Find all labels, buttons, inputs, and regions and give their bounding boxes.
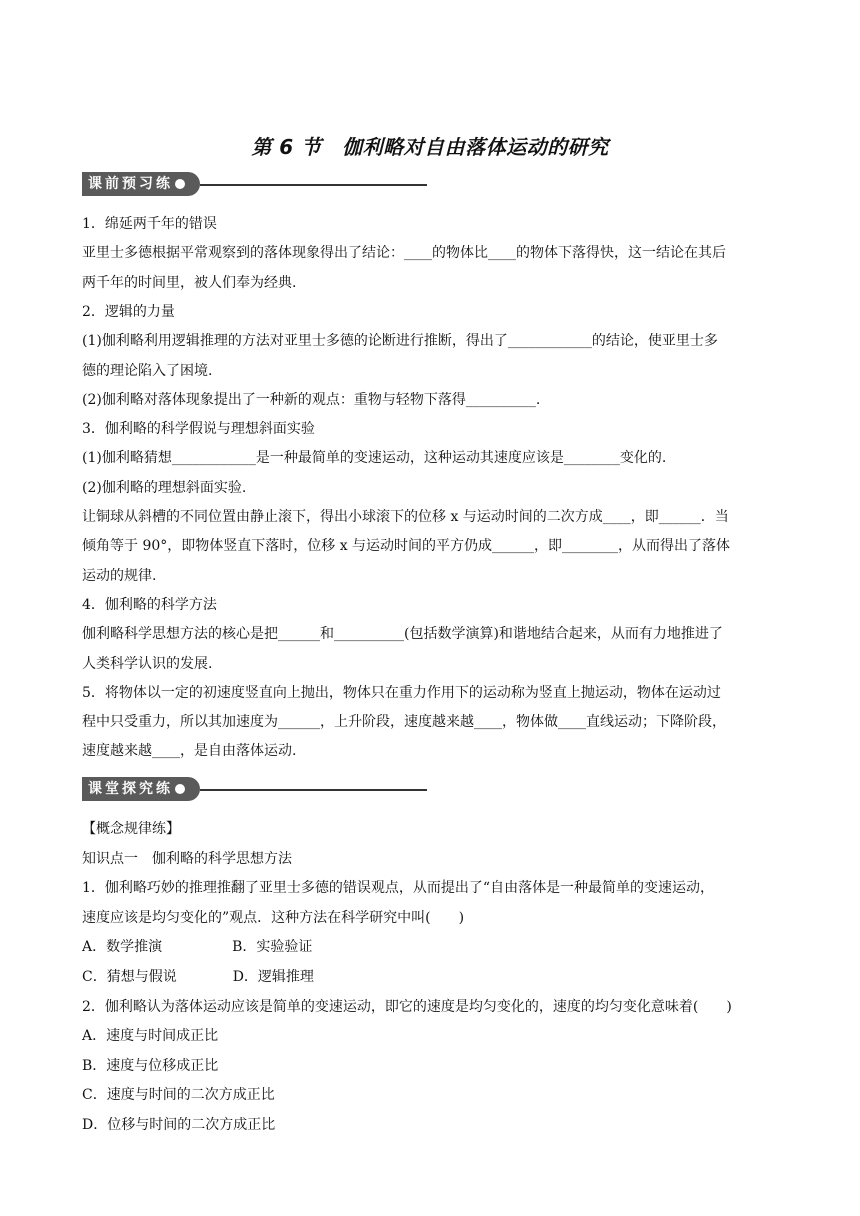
section-label: 课堂探究练 (88, 781, 173, 797)
text-line: (2)伽利略的理想斜面实验. (82, 479, 247, 496)
text-line: 知识点一 伽利略的科学思想方法 (82, 850, 292, 867)
text-line: 亚里士多德根据平常观察到的落体现象得出了结论：____的物体比____的物体下落得快，这一结论在其后 (82, 245, 726, 262)
text-line: A．速度与时间成正比 (82, 1028, 219, 1045)
text-line: 人类科学认识的发展. (82, 655, 213, 672)
text-line: D．位移与时间的二次方成正比 (82, 1117, 276, 1133)
page-title: 第 6 节 伽利略对自由落体运动的研究 (251, 135, 609, 159)
text-line: (1)伽利略猜想____________是一种最简单的变速运动，这种运动其速度应该是________变化的. (82, 450, 667, 467)
text-line: A．数学推演 B．实验验证 (82, 939, 313, 956)
text-line: 5．将物体以一定的初速度竖直向上抛出，物体只在重力作用下的运动称为竖直上抛运动，物体在运动过 (82, 684, 721, 701)
text-line: 让铜球从斜槽的不同位置由静止滚下，得出小球滚下的位移 x 与运动时间的二次方成____，即______．当 (82, 509, 729, 525)
section-label: 课前预习练 (88, 176, 173, 192)
section-tag (82, 777, 200, 801)
divider (200, 789, 427, 791)
text-line: 1．绵延两千年的错误 (82, 216, 217, 232)
section-banner-inclass (82, 777, 427, 801)
text-line: C．速度与时间的二次方成正比 (82, 1087, 275, 1104)
text-line: C．猜想与假说 D．逻辑推理 (82, 969, 314, 985)
text-line: 4．伽利略的科学方法 (82, 596, 217, 613)
text-line: 速度应该是均匀变化的”观点．这种方法在科学研究中叫( ) (82, 909, 465, 926)
text-line: (1)伽利略利用逻辑推理的方法对亚里士多德的论断进行推断，得出了____________的结论，使亚里士多 (82, 333, 718, 350)
divider (200, 184, 427, 186)
section-banner-preview (82, 172, 427, 196)
text-line: 2．逻辑的力量 (82, 303, 175, 320)
text-line: 伽利略科学思想方法的核心是把______和__________(包括数学演算)和谐地结合起来，从而有力地推进了 (82, 626, 723, 643)
text-line: 【概念规律练】 (82, 821, 180, 837)
text-line: B．速度与位移成正比 (82, 1057, 219, 1074)
text-line: 3．伽利略的科学假说与理想斜面实验 (82, 421, 315, 438)
text-line: (2)伽利略对落体现象提出了一种新的观点：重物与轻物下落得__________. (82, 391, 541, 408)
text-line: 运动的规律. (82, 567, 157, 584)
text-line: 德的理论陷入了困境. (82, 362, 213, 379)
section-tag (82, 172, 200, 196)
text-line: 倾角等于 90°，即物体竖直下落时，位移 x 与运动时间的平方仍成______，即________，从而得出了落体 (82, 538, 731, 555)
text-line: 1．伽利略巧妙的推理推翻了亚里士多德的错误观点，从而提出了“自由落体是一种最简单的变速运动， (82, 880, 715, 897)
dot-icon (175, 784, 185, 794)
text-line: 程中只受重力，所以其加速度为______，上升阶段，速度越来越____，物体做____直线运动；下降阶段， (82, 714, 726, 731)
dot-icon (175, 179, 185, 189)
text-line: 速度越来越____，是自由落体运动. (82, 743, 297, 760)
text-line: 两千年的时间里，被人们奉为经典. (82, 274, 297, 291)
text-line: 2．伽利略认为落体运动应该是简单的变速运动，即它的速度是均匀变化的，速度的均匀变化意味着( ) (82, 998, 732, 1015)
